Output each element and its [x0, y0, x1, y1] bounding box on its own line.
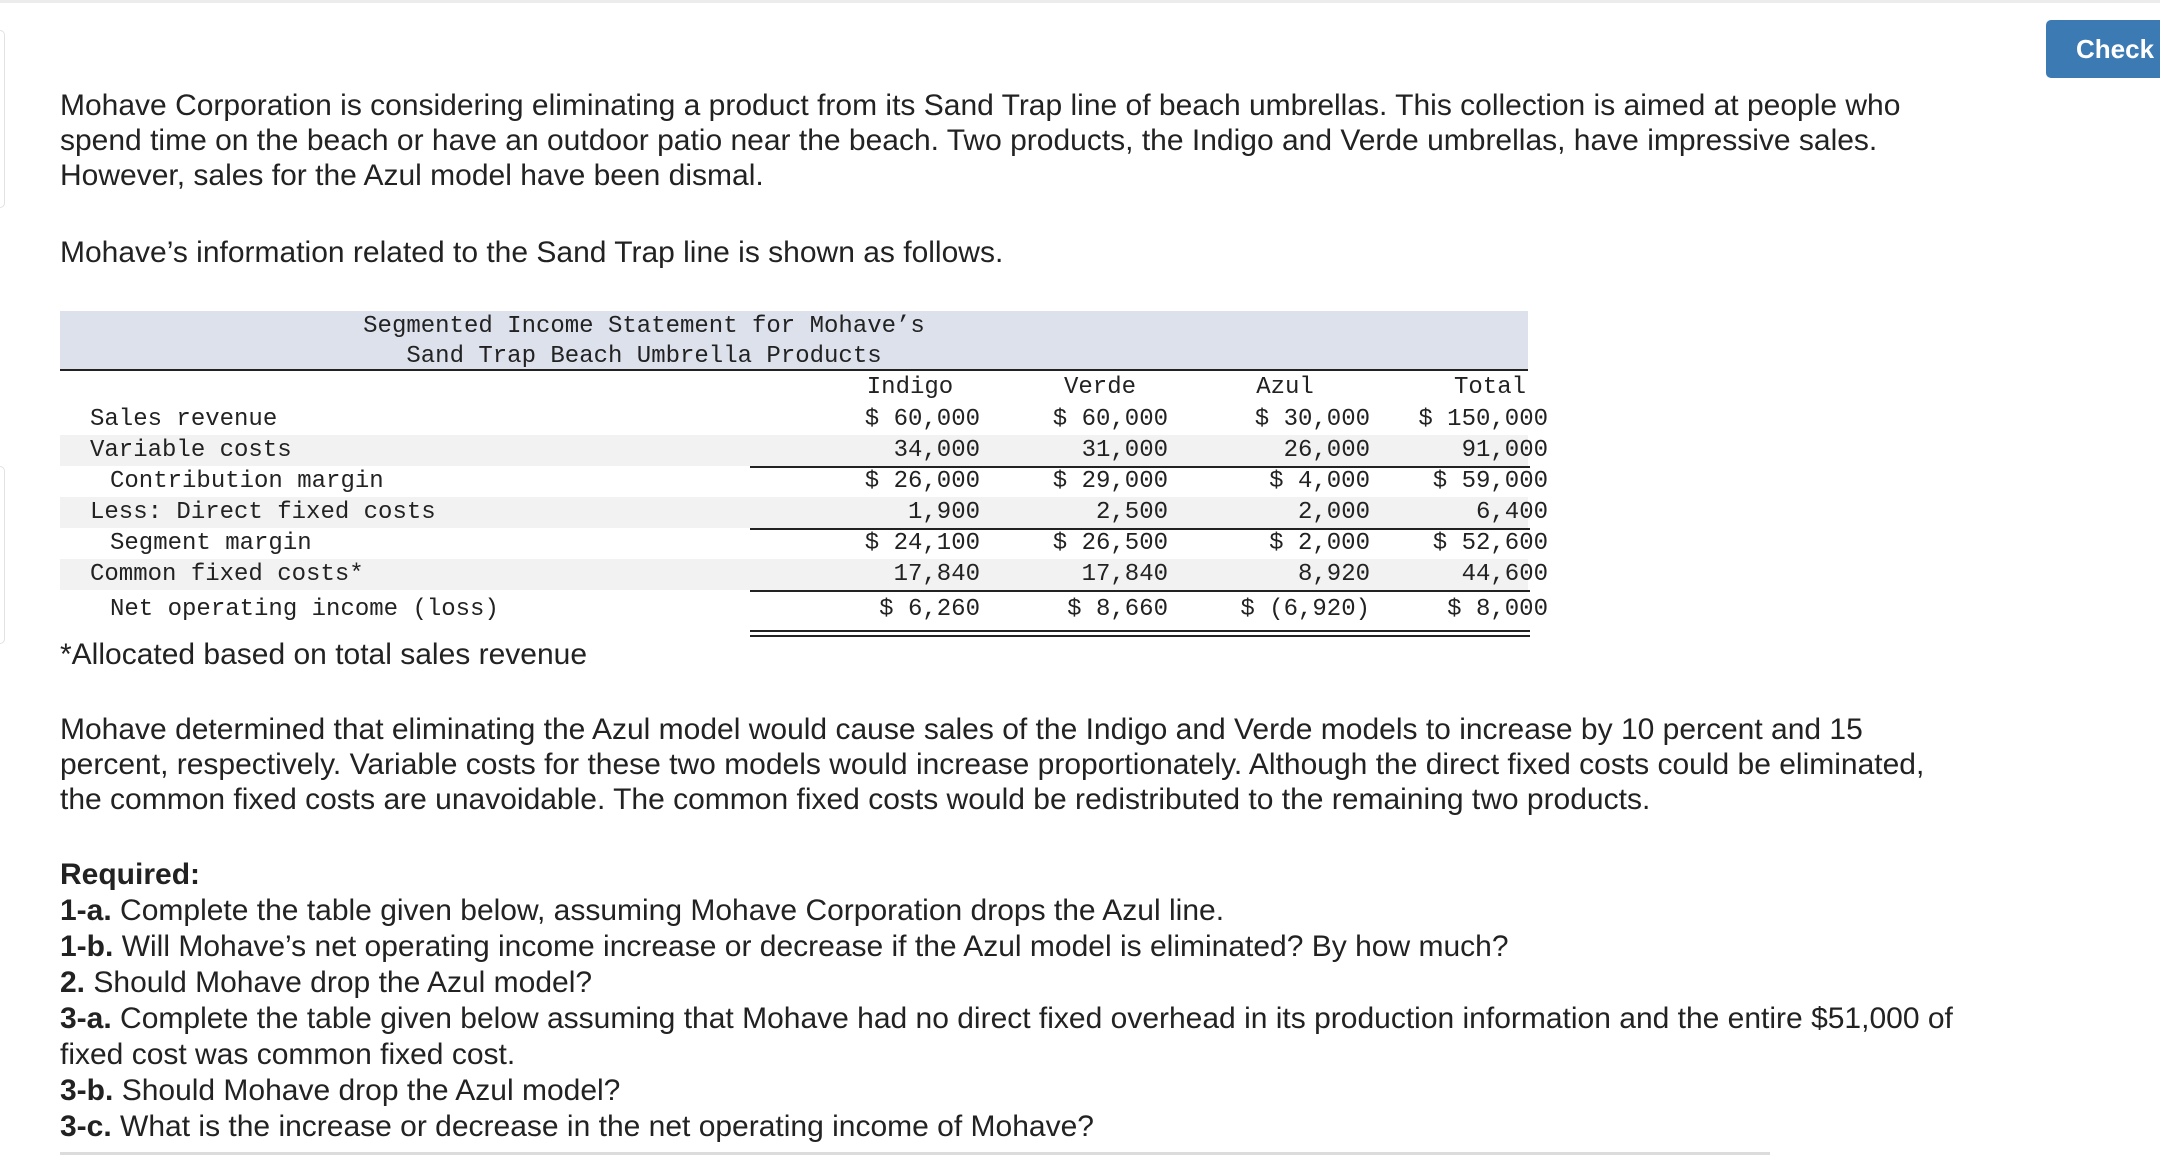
requirement-number: 3-a. [60, 1002, 112, 1035]
requirement-number: 3-b. [60, 1074, 114, 1107]
cell-indigo: $ 26,000 [864, 468, 980, 495]
requirement-number: 1-a. [60, 894, 112, 927]
cell-azul: 8,920 [1297, 561, 1370, 588]
cell-total: 6,400 [1475, 499, 1548, 526]
statement-footnote: *Allocated based on total sales revenue [60, 638, 588, 671]
cell-azul: 2,000 [1297, 499, 1370, 526]
table-row [60, 559, 1548, 590]
row-label: Segment margin [110, 530, 312, 557]
segmented-income-statement [60, 311, 1548, 630]
requirement-item [60, 893, 1960, 929]
requirement-text: Should Mohave drop the Azul model? [121, 1074, 621, 1107]
info-lead-in: Mohave’s information related to the Sand Trap line is shown as follows. [60, 236, 1004, 269]
cell-verde: $ 8,660 [1067, 596, 1168, 623]
cell-verde: 17,840 [1081, 561, 1168, 588]
requirement-item [60, 1073, 1960, 1109]
cell-azul: $ 30,000 [1254, 406, 1370, 433]
row-label: Contribution margin [110, 468, 384, 495]
table-row [60, 466, 1548, 497]
requirement-item [60, 929, 1960, 965]
cell-indigo: $ 6,260 [879, 596, 980, 623]
cell-verde: 31,000 [1081, 437, 1168, 464]
cell-indigo: 34,000 [893, 437, 980, 464]
column-header: Indigo [866, 374, 954, 401]
cell-azul: $ (6,920) [1240, 596, 1370, 623]
requirement-text: Should Mohave drop the Azul model? [93, 966, 593, 999]
statement-title-line1: Segmented Income Statement for Mohave’s [363, 313, 925, 340]
row-label: Net operating income (loss) [110, 596, 499, 623]
cell-verde: 2,500 [1095, 499, 1168, 526]
column-header-row [60, 371, 1528, 404]
cell-azul: $ 2,000 [1269, 530, 1370, 557]
cell-total: 91,000 [1461, 437, 1548, 464]
left-panel-edge [0, 30, 5, 208]
requirement-item [60, 1001, 1960, 1073]
requirement-number: 2. [60, 966, 86, 999]
requirement-text: What is the increase or decrease in the net operating income of Mohave? [120, 1110, 1094, 1143]
table-row [60, 497, 1548, 528]
check-button[interactable]: Check [2046, 20, 2160, 78]
requirement-item [60, 965, 1960, 1001]
statement-title-line2: Sand Trap Beach Umbrella Products [406, 343, 882, 370]
requirement-number: 1-b. [60, 930, 114, 963]
row-label: Variable costs [90, 437, 292, 464]
cell-azul: $ 4,000 [1269, 468, 1370, 495]
cell-indigo: $ 24,100 [864, 530, 980, 557]
required-section [60, 857, 1960, 1145]
table-row [60, 435, 1548, 466]
cell-total: $ 59,000 [1432, 468, 1548, 495]
cell-azul: 26,000 [1283, 437, 1370, 464]
cell-verde: $ 60,000 [1052, 406, 1168, 433]
cell-verde: $ 29,000 [1052, 468, 1168, 495]
requirement-text: Will Mohave’s net operating income increase or decrease if the Azul model is eliminated? By how much? [121, 930, 1509, 963]
cell-total: $ 8,000 [1447, 596, 1548, 623]
requirement-text: Complete the table given below assuming that Mohave had no direct fixed overhead in its production information and the entire $51,000 of fixed cost was common fixed cost. [60, 1002, 1953, 1071]
required-heading: Required: [60, 858, 201, 891]
column-header: Azul [1256, 374, 1314, 401]
total-double-rule [750, 630, 1530, 632]
requirement-number: 3-c. [60, 1110, 112, 1143]
top-divider [0, 0, 2160, 3]
table-row [60, 590, 1548, 630]
table-row [60, 528, 1548, 559]
cell-total: $ 150,000 [1418, 406, 1548, 433]
row-label: Sales revenue [90, 406, 278, 433]
row-label: Less: Direct fixed costs [90, 499, 436, 526]
cell-verde: $ 26,500 [1052, 530, 1168, 557]
cell-indigo: $ 60,000 [864, 406, 980, 433]
requirement-item [60, 1109, 1960, 1145]
bottom-divider [60, 1152, 1770, 1155]
row-label: Common fixed costs* [90, 561, 364, 588]
column-header: Verde [1063, 374, 1136, 401]
table-row [60, 404, 1548, 435]
requirement-text: Complete the table given below, assuming Mohave Corporation drops the Azul line. [120, 894, 1225, 927]
cell-indigo: 17,840 [893, 561, 980, 588]
cell-total: $ 52,600 [1432, 530, 1548, 557]
total-double-rule [750, 635, 1530, 637]
scenario-description: Mohave determined that eliminating the Azul model would cause sales of the Indigo and Verde models to increase by 10 percent and 15 percent, respectively. Variable costs for these two models would increase proportionately. Although the direct fixed costs could be eliminated, the common fixed costs are unavoidable. The common fixed costs would be redistributed to the remaining two products. [60, 713, 1925, 816]
cell-indigo: 1,900 [907, 499, 980, 526]
cell-total: 44,600 [1461, 561, 1548, 588]
statement-title [60, 311, 1528, 371]
problem-intro: Mohave Corporation is considering eliminating a product from its Sand Trap line of beach umbrellas. This collection is aimed at people who spend time on the beach or have an outdoor patio near the beach. Two products, the Indigo and Verde umbrellas, have impressive sales. However, sales for the Azul model have been dismal. [60, 89, 1901, 192]
column-header: Total [1453, 374, 1526, 401]
left-panel-edge [0, 466, 5, 644]
